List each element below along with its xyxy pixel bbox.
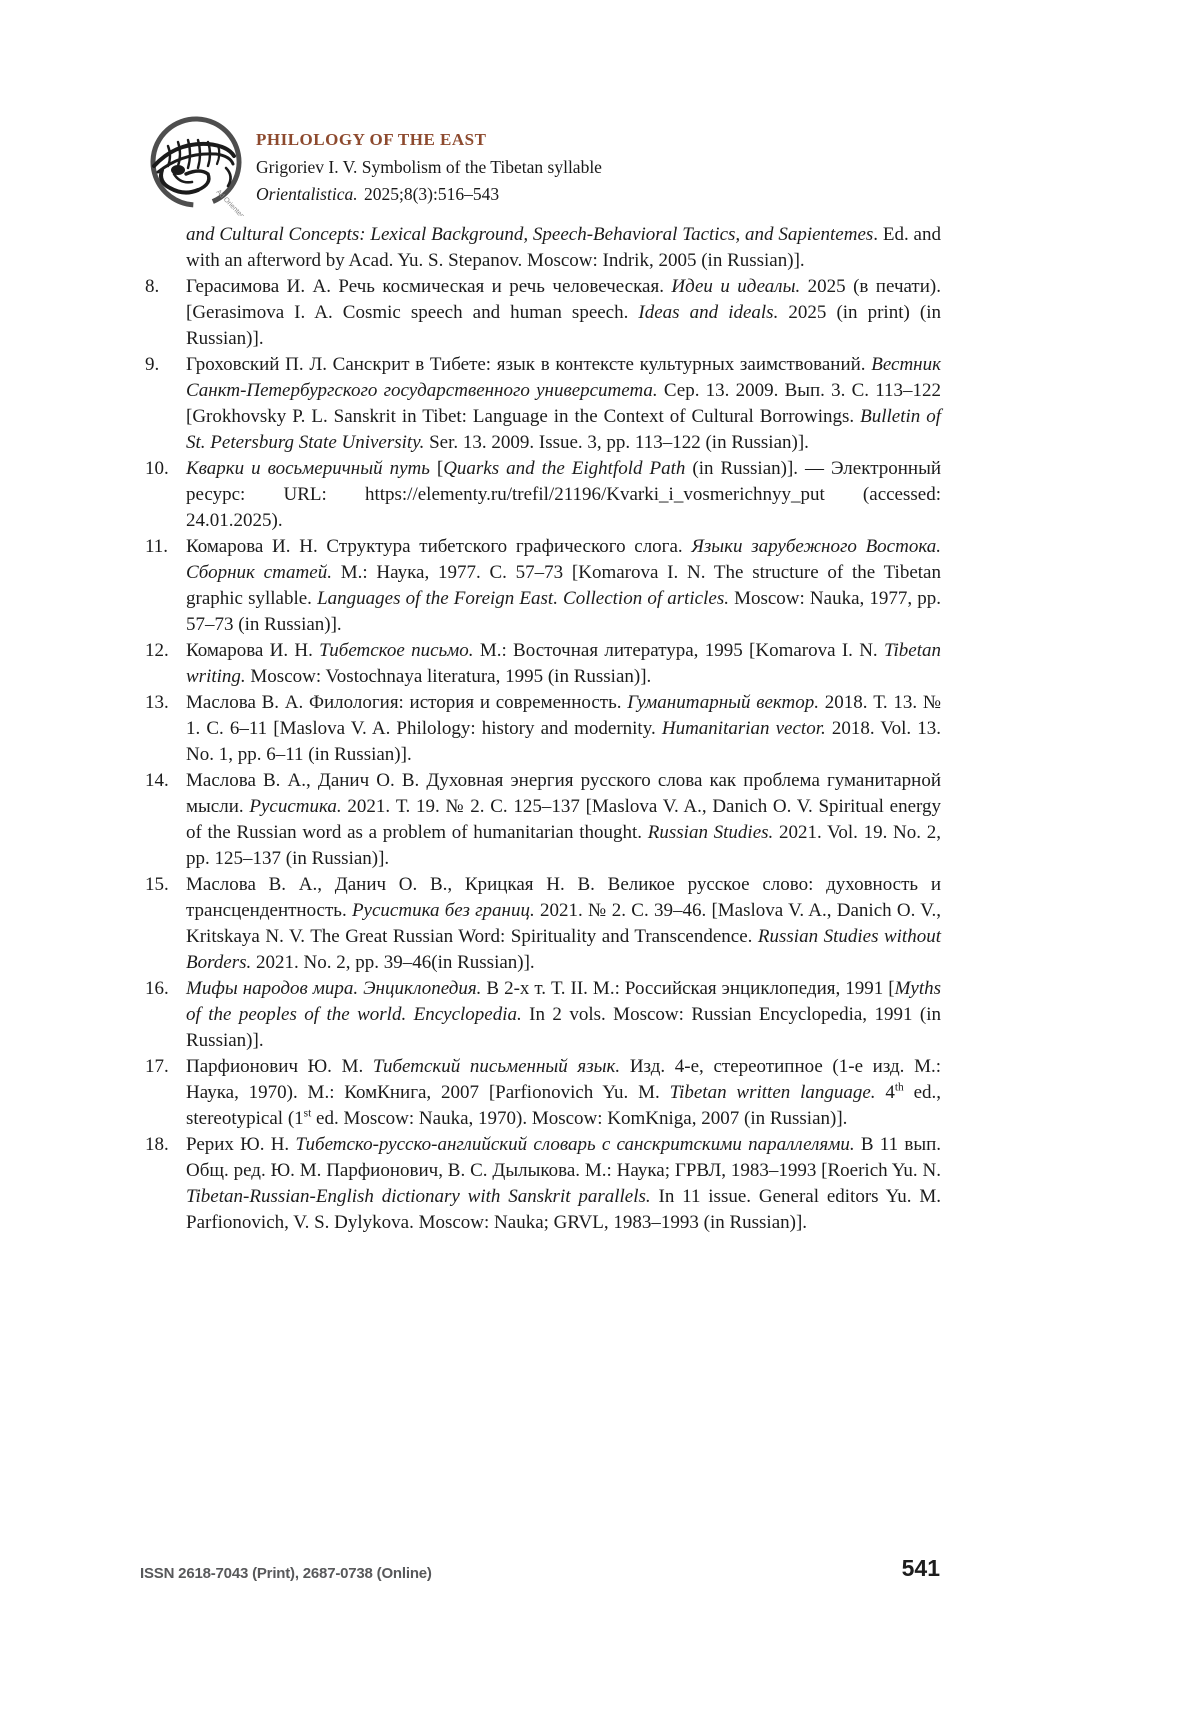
journal-name: Orientalistica. [256,184,358,204]
reference-number: 17. [145,1056,169,1077]
reference-number: 10. [145,458,169,479]
logo-motto: Ad Orientem [214,188,247,216]
issn-label: ISSN 2618-7043 (Print), 2687-0738 (Online) [140,1565,432,1582]
reference-item [145,638,941,690]
reference-number: 18. [145,1134,169,1155]
article-reference: Grigoriev I. V. Symbolism of the Tibetan syllable [256,157,602,177]
reference-item [145,534,941,638]
journal-emblem-icon [138,112,248,216]
reference-item [145,690,941,768]
reference-text: Комарова И. Н. Тибетское письмо. М.: Восточная литература, 1995 [Komarova I. N. Tibetan writing. Moscow: Vostochnaya literatura, 1995 (in Russian)]. [186,640,941,687]
reference-number: 12. [145,640,169,661]
reference-text: Герасимова И. А. Речь космическая и речь человеческая. Идеи и идеалы. 2025 (в печати). [Gerasimova I. A. Cosmic speech and human speech. Ideas and ideals. 2025 (in print) (in Russian)]. [186,276,941,349]
references-list [145,222,941,1236]
page-number: 541 [901,1555,940,1581]
citation-volume: 2025;8(3):516–543 [359,184,500,204]
reference-number: 15. [145,874,169,895]
reference-text: Парфионович Ю. М. Тибетский письменный язык. Изд. 4-е, стереотипное (1-е изд. М.: Наука, 1970). М.: КомКнига, 2007 [Parfionovich Yu. M. Tibetan written language. 4th ed., stereotypical (1st ed. Moscow: Nauka, 1970). Moscow: KomKniga, 2007 (in Russian)]. [186,1056,942,1129]
reference-text: Кварки и восьмеричный путь [Quarks and the Eightfold Path (in Russian)]. — Электронный ресурс: URL: https://elementy.ru/trefil/21196/Kvarki_i_vosmerichnyy_put (accessed: 24.01.2025). [186,458,941,531]
reference-number: 16. [145,978,169,999]
reference-text: and Cultural Concepts: Lexical Background, Speech-Behavioral Tactics, and Sapientemes. Ed. and with an afterword by Acad. Yu. S. Stepanov. Moscow: Indrik, 2005 (in Russian)]. [186,224,941,271]
journal-citation [256,184,602,205]
reference-number: 9. [145,354,160,375]
reference-text: Рерих Ю. Н. Тибетско-русско-английский словарь с санскритскими параллелями. В 11 вып. Общ. ред. Ю. М. Парфионович, В. С. Дылыкова. М.: Наука; ГРВЛ, 1983–1993 [Roerich Yu. N. Tibetan-Russian-English dictionary with Sanskrit parallels. In 11 issue. General editors Yu. M. Parfionovich, V. S. Dylykova. Moscow: Nauka; GRVL, 1983–1993 (in Russian)]. [186,1134,942,1233]
reference-item [145,222,941,274]
reference-text: Гроховский П. Л. Санскрит в Тибете: язык в контексте культурных заимствований. Вестник Санкт-Петербургского государственного университета. Сер. 13. 2009. Вып. 3. С. 113–122 [Grokhovsky P. L. Sanskrit in Tibet: Language in the Context of Cultural Borrowings. Bulletin of St. Petersburg State University. Ser. 13. 2009. Issue. 3, pp. 113–122 (in Russian)]. [186,354,941,453]
reference-item [145,872,941,976]
reference-item [145,274,941,352]
reference-text: Маслова В. А. Филология: история и современность. Гуманитарный вектор. 2018. Т. 13. № 1. С. 6–11 [Maslova V. A. Philology: history and modernity. Humanitarian vector. 2018. Vol. 13. No. 1, pp. 6–11 (in Russian)]. [186,692,941,765]
reference-number: 13. [145,692,169,713]
header-text-block [256,130,602,205]
reference-item [145,1132,941,1236]
reference-number: 14. [145,770,169,791]
reference-number: 11. [145,536,169,557]
reference-text: Мифы народов мира. Энциклопедия. В 2-х т. Т. II. М.: Российская энциклопедия, 1991 [Myths of the peoples of the world. Encyclopedia. In 2 vols. Moscow: Russian Encyclopedia, 1991 (in Russian)]. [186,978,941,1051]
reference-text: Маслова В. А., Данич О. В. Духовная энергия русского слова как проблема гуманитарной мысли. Русистика. 2021. Т. 19. № 2. С. 125–137 [Maslova V. A., Danich O. V. Spiritual energy of the Russian word as a problem of humanitarian thought. Russian Studies. 2021. Vol. 19. No. 2, pp. 125–137 (in Russian)]. [186,770,941,869]
journal-section-title: PHILOLOGY OF THE EAST [256,130,487,149]
reference-item [145,456,941,534]
reference-text: Маслова В. А., Данич О. В., Крицкая Н. В. Великое русское слово: духовность и трансцендентность. Русистика без границ. 2021. № 2. С. 39–46. [Maslova V. A., Danich O. V., Kritskaya N. V. The Great Russian Word: Spirituality and Transcendence. Russian Studies without Borders. 2021. No. 2, pp. 39–46(in Russian)]. [186,874,942,973]
reference-item [145,976,941,1054]
reference-number: 8. [145,276,160,297]
reference-item [145,1054,941,1132]
reference-item [145,768,941,872]
reference-item [145,352,941,456]
reference-text: Комарова И. Н. Структура тибетского графического слога. Языки зарубежного Востока. Сборник статей. М.: Наука, 1977. С. 57–73 [Komarova I. N. The structure of the Tibetan graphic syllable. Languages of the Foreign East. Collection of articles. Moscow: Nauka, 1977, pp. 57–73 (in Russian)]. [186,536,941,635]
